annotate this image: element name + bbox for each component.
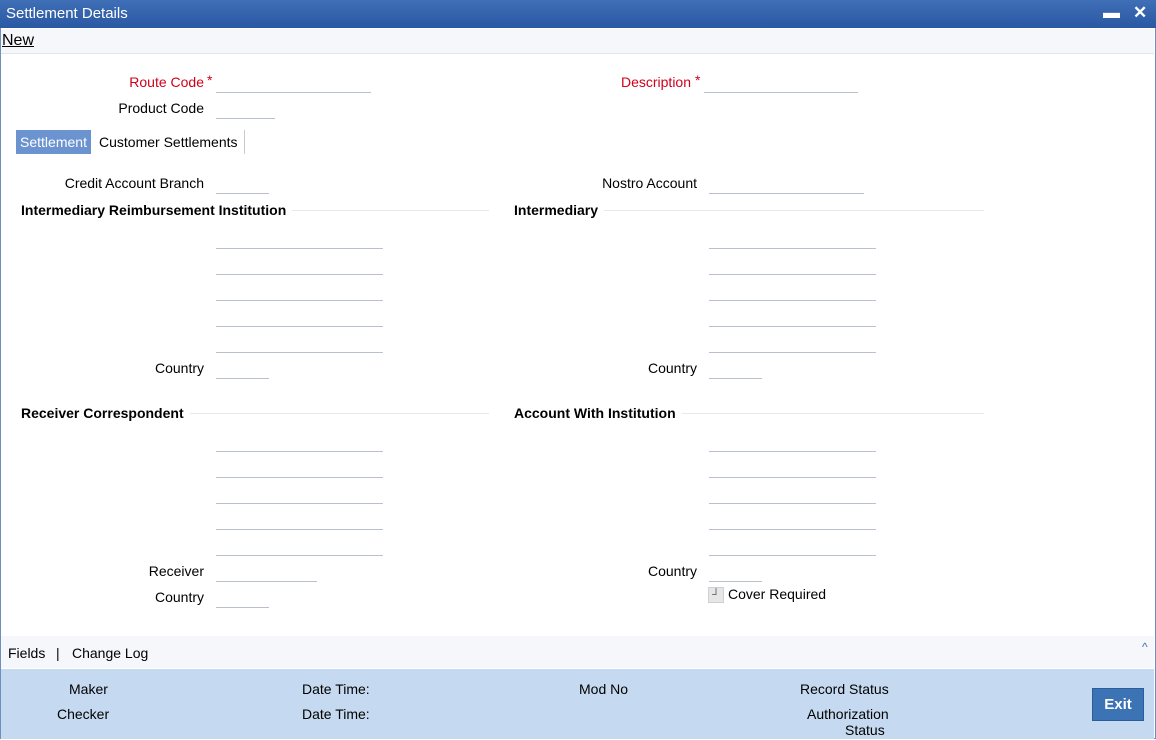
route-code-input[interactable] — [216, 74, 371, 93]
credit-account-branch-input[interactable] — [216, 175, 269, 194]
route-code-required-mark: * — [207, 72, 213, 88]
intermediary-country-input[interactable] — [709, 360, 762, 379]
intermediary-line-3-input[interactable] — [709, 282, 876, 301]
reimbursement-country-input[interactable] — [216, 360, 269, 379]
intermediary-title: Intermediary — [514, 202, 604, 218]
receiver-input[interactable] — [216, 563, 317, 582]
fields-link[interactable]: Fields — [8, 645, 46, 661]
tab-settlement[interactable]: Settlement — [16, 130, 91, 154]
window-title: Settlement Details — [6, 5, 128, 22]
intermediary-line-1-input[interactable] — [709, 230, 876, 249]
reimbursement-line-5-input[interactable] — [216, 334, 383, 353]
awi-country-input[interactable] — [709, 563, 762, 582]
footer-separator: | — [56, 645, 60, 661]
authorization-label: Authorization — [807, 706, 889, 722]
reimbursement-line-4-input[interactable] — [216, 308, 383, 327]
intermediary-reimbursement-title: Intermediary Reimbursement Institution — [21, 202, 292, 218]
intermediary-country-label: Country — [647, 360, 697, 376]
reimbursement-country-label: Country — [154, 360, 204, 376]
credit-account-branch-label: Credit Account Branch — [64, 175, 204, 191]
awi-line-2-input[interactable] — [709, 459, 876, 478]
footer-links-bar — [1, 636, 1154, 668]
exit-button[interactable]: Exit — [1092, 688, 1144, 721]
correspondent-line-3-input[interactable] — [216, 485, 383, 504]
awi-line-1-input[interactable] — [709, 433, 876, 452]
nostro-account-label: Nostro Account — [602, 175, 697, 191]
reimbursement-line-1-input[interactable] — [216, 230, 383, 249]
cover-required-label: Cover Required — [728, 586, 827, 602]
new-link[interactable]: New — [2, 32, 35, 49]
product-code-label: Product Code — [118, 100, 204, 116]
checker-label: Checker — [57, 706, 110, 722]
correspondent-line-1-input[interactable] — [216, 433, 383, 452]
cover-required-checkbox[interactable]: ┘ — [708, 587, 724, 603]
close-icon[interactable]: ✕ — [1133, 3, 1148, 22]
menu-bar — [1, 29, 1154, 54]
collapse-caret-icon[interactable]: ^ — [1142, 640, 1148, 654]
mod-no-label: Mod No — [579, 681, 629, 697]
correspondent-line-5-input[interactable] — [216, 537, 383, 556]
product-code-input[interactable] — [216, 100, 275, 119]
awi-country-label: Country — [647, 563, 697, 579]
intermediary-line-4-input[interactable] — [709, 308, 876, 327]
intermediary-line-5-input[interactable] — [709, 334, 876, 353]
record-status-label: Record Status — [800, 681, 889, 697]
minimize-icon[interactable]: ▬ — [1103, 3, 1120, 22]
correspondent-line-2-input[interactable] — [216, 459, 383, 478]
correspondent-country-input[interactable] — [216, 589, 269, 608]
authorization-status-label: Status — [845, 722, 885, 738]
receiver-correspondent-title: Receiver Correspondent — [21, 405, 190, 421]
description-label: Description — [620, 74, 691, 90]
route-code-label: Route Code — [129, 74, 204, 90]
description-input[interactable] — [704, 74, 858, 93]
nostro-account-input[interactable] — [709, 175, 864, 194]
checker-date-time-label: Date Time: — [302, 706, 370, 722]
awi-line-4-input[interactable] — [709, 511, 876, 530]
title-bar — [0, 0, 1156, 28]
intermediary-line-2-input[interactable] — [709, 256, 876, 275]
change-log-link[interactable]: Change Log — [72, 645, 149, 661]
maker-label: Maker — [69, 681, 108, 697]
description-required-mark: * — [695, 72, 701, 88]
maker-date-time-label: Date Time: — [302, 681, 370, 697]
receiver-label: Receiver — [148, 563, 204, 579]
tab-customer-settlements[interactable]: Customer Settlements — [99, 130, 245, 154]
audit-panel — [1, 669, 1154, 739]
reimbursement-line-3-input[interactable] — [216, 282, 383, 301]
awi-line-3-input[interactable] — [709, 485, 876, 504]
awi-line-5-input[interactable] — [709, 537, 876, 556]
reimbursement-line-2-input[interactable] — [216, 256, 383, 275]
correspondent-line-4-input[interactable] — [216, 511, 383, 530]
account-with-institution-title: Account With Institution — [514, 405, 682, 421]
correspondent-country-label: Country — [154, 589, 204, 605]
